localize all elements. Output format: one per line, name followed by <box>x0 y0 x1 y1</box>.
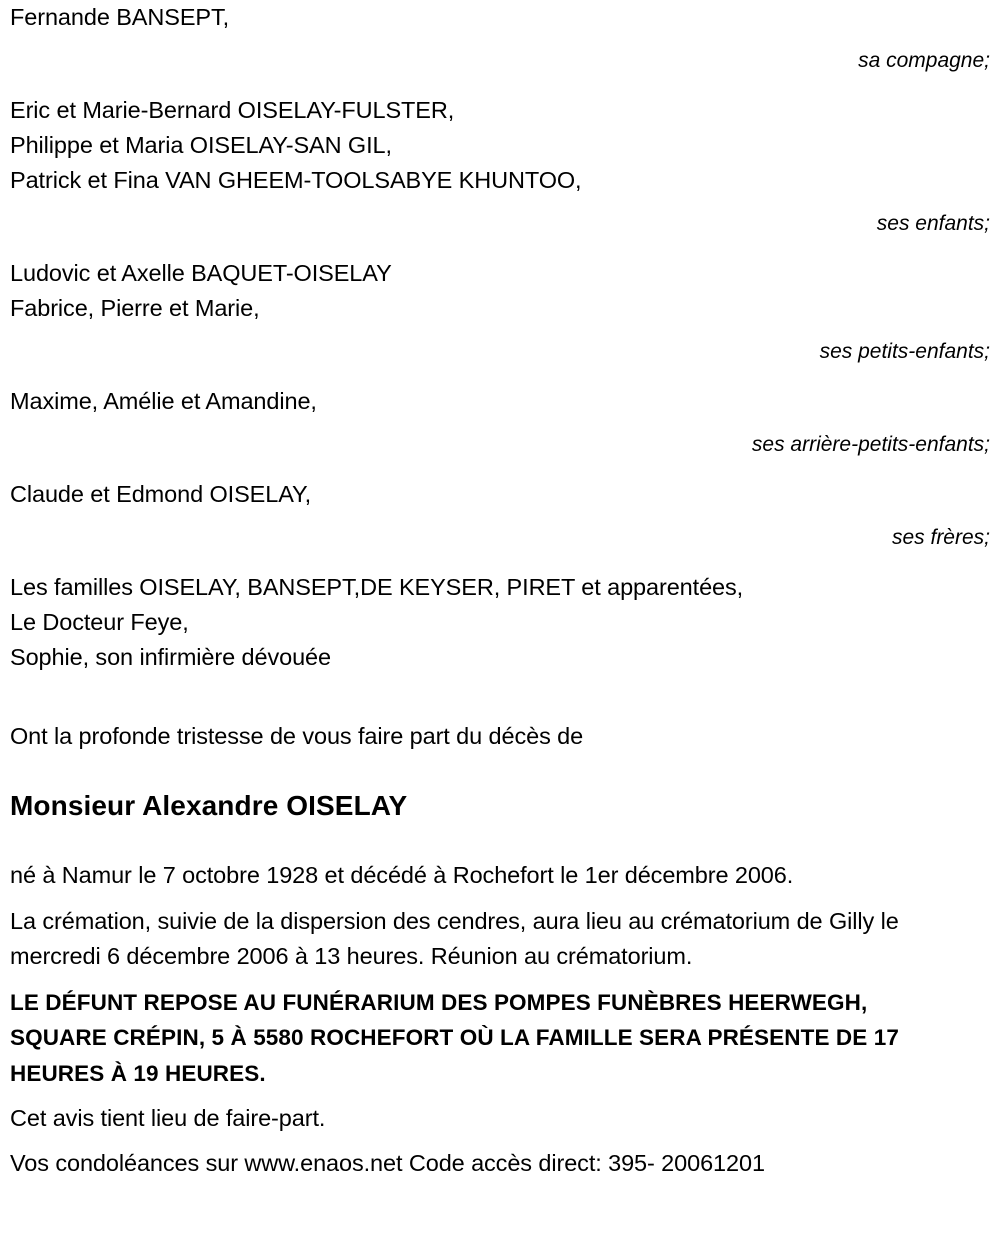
mourner-group-others <box>0 570 1000 675</box>
mourner-name: Claude et Edmond OISELAY, <box>10 481 312 507</box>
mourner-name: Fernande BANSEPT, <box>10 4 230 30</box>
spacer <box>0 1136 1000 1146</box>
mourner-name: Les familles OISELAY, BANSEPT,DE KEYSER, PIRET et apparentées, <box>10 574 744 600</box>
birth-death-details: né à Namur le 7 octobre 1928 et décédé à Rochefort le 1er décembre 2006. <box>10 862 794 888</box>
relationship-label-great-grandchildren: ses arrière-petits-enfants; <box>751 433 990 456</box>
spacer <box>0 35 1000 45</box>
mourner-group-children <box>0 93 1000 239</box>
spacer <box>0 512 1000 522</box>
spacer <box>0 675 1000 719</box>
relationship-label-brothers: ses frères; <box>891 526 990 549</box>
repose-notice: LE DÉFUNT REPOSE AU FUNÉRARIUM DES POMPES FUNÈBRES HEERWEGH, SQUARE CRÉPIN, 5 À 5580 ROCHEFORT OÙ LA FAMILLE SERA PRÉSENTE DE 17 HEURES À 19 HEURES. <box>10 989 899 1086</box>
mourner-name: Fabrice, Pierre et Marie, <box>10 295 260 321</box>
spacer <box>0 326 1000 336</box>
condolences-line: Vos condoléances sur www.enaos.net Code accès direct: 395- 20061201 <box>10 1150 765 1176</box>
ceremony-details: La crémation, suivie de la dispersion des cendres, aura lieu au crématorium de Gilly le mercredi 6 décembre 2006 à 13 heures. Réunion au crématorium. <box>10 907 899 969</box>
mourner-group-partner <box>0 0 1000 76</box>
spacer <box>0 460 1000 477</box>
spacer <box>0 553 1000 570</box>
mourner-name: Ludovic et Axelle BAQUET-OISELAY <box>10 260 392 286</box>
relationship-label-grandchildren: ses petits-enfants; <box>819 340 990 363</box>
spacer <box>0 76 1000 93</box>
spacer <box>0 367 1000 384</box>
mourner-name: Philippe et Maria OISELAY-SAN GIL, <box>10 132 392 158</box>
mourner-name: Eric et Marie-Bernard OISELAY-FULSTER, <box>10 97 455 123</box>
mourner-group-grandchildren <box>0 256 1000 367</box>
spacer <box>0 239 1000 256</box>
mourner-name: Patrick et Fina VAN GHEEM-TOOLSABYE KHUNTOO, <box>10 167 582 193</box>
spacer <box>0 198 1000 208</box>
spacer <box>0 824 1000 858</box>
spacer <box>0 754 1000 788</box>
spacer <box>0 975 1000 985</box>
deceased-name: Monsieur Alexandre OISELAY <box>10 790 408 821</box>
spacer <box>0 419 1000 429</box>
mourner-name: Maxime, Amélie et Amandine, <box>10 388 317 414</box>
relationship-label-partner: sa compagne; <box>858 49 990 72</box>
mourner-group-brothers <box>0 477 1000 553</box>
spacer <box>0 1091 1000 1101</box>
faire-part-note: Cet avis tient lieu de faire-part. <box>10 1105 326 1131</box>
mourner-group-great-grandchildren <box>0 384 1000 460</box>
mourner-name: Sophie, son infirmière dévouée <box>10 644 331 670</box>
spacer <box>0 894 1000 904</box>
mourner-name: Le Docteur Feye, <box>10 609 189 635</box>
announcement-intro: Ont la profonde tristesse de vous faire part du décès de <box>10 723 584 749</box>
relationship-label-children: ses enfants; <box>876 212 990 235</box>
